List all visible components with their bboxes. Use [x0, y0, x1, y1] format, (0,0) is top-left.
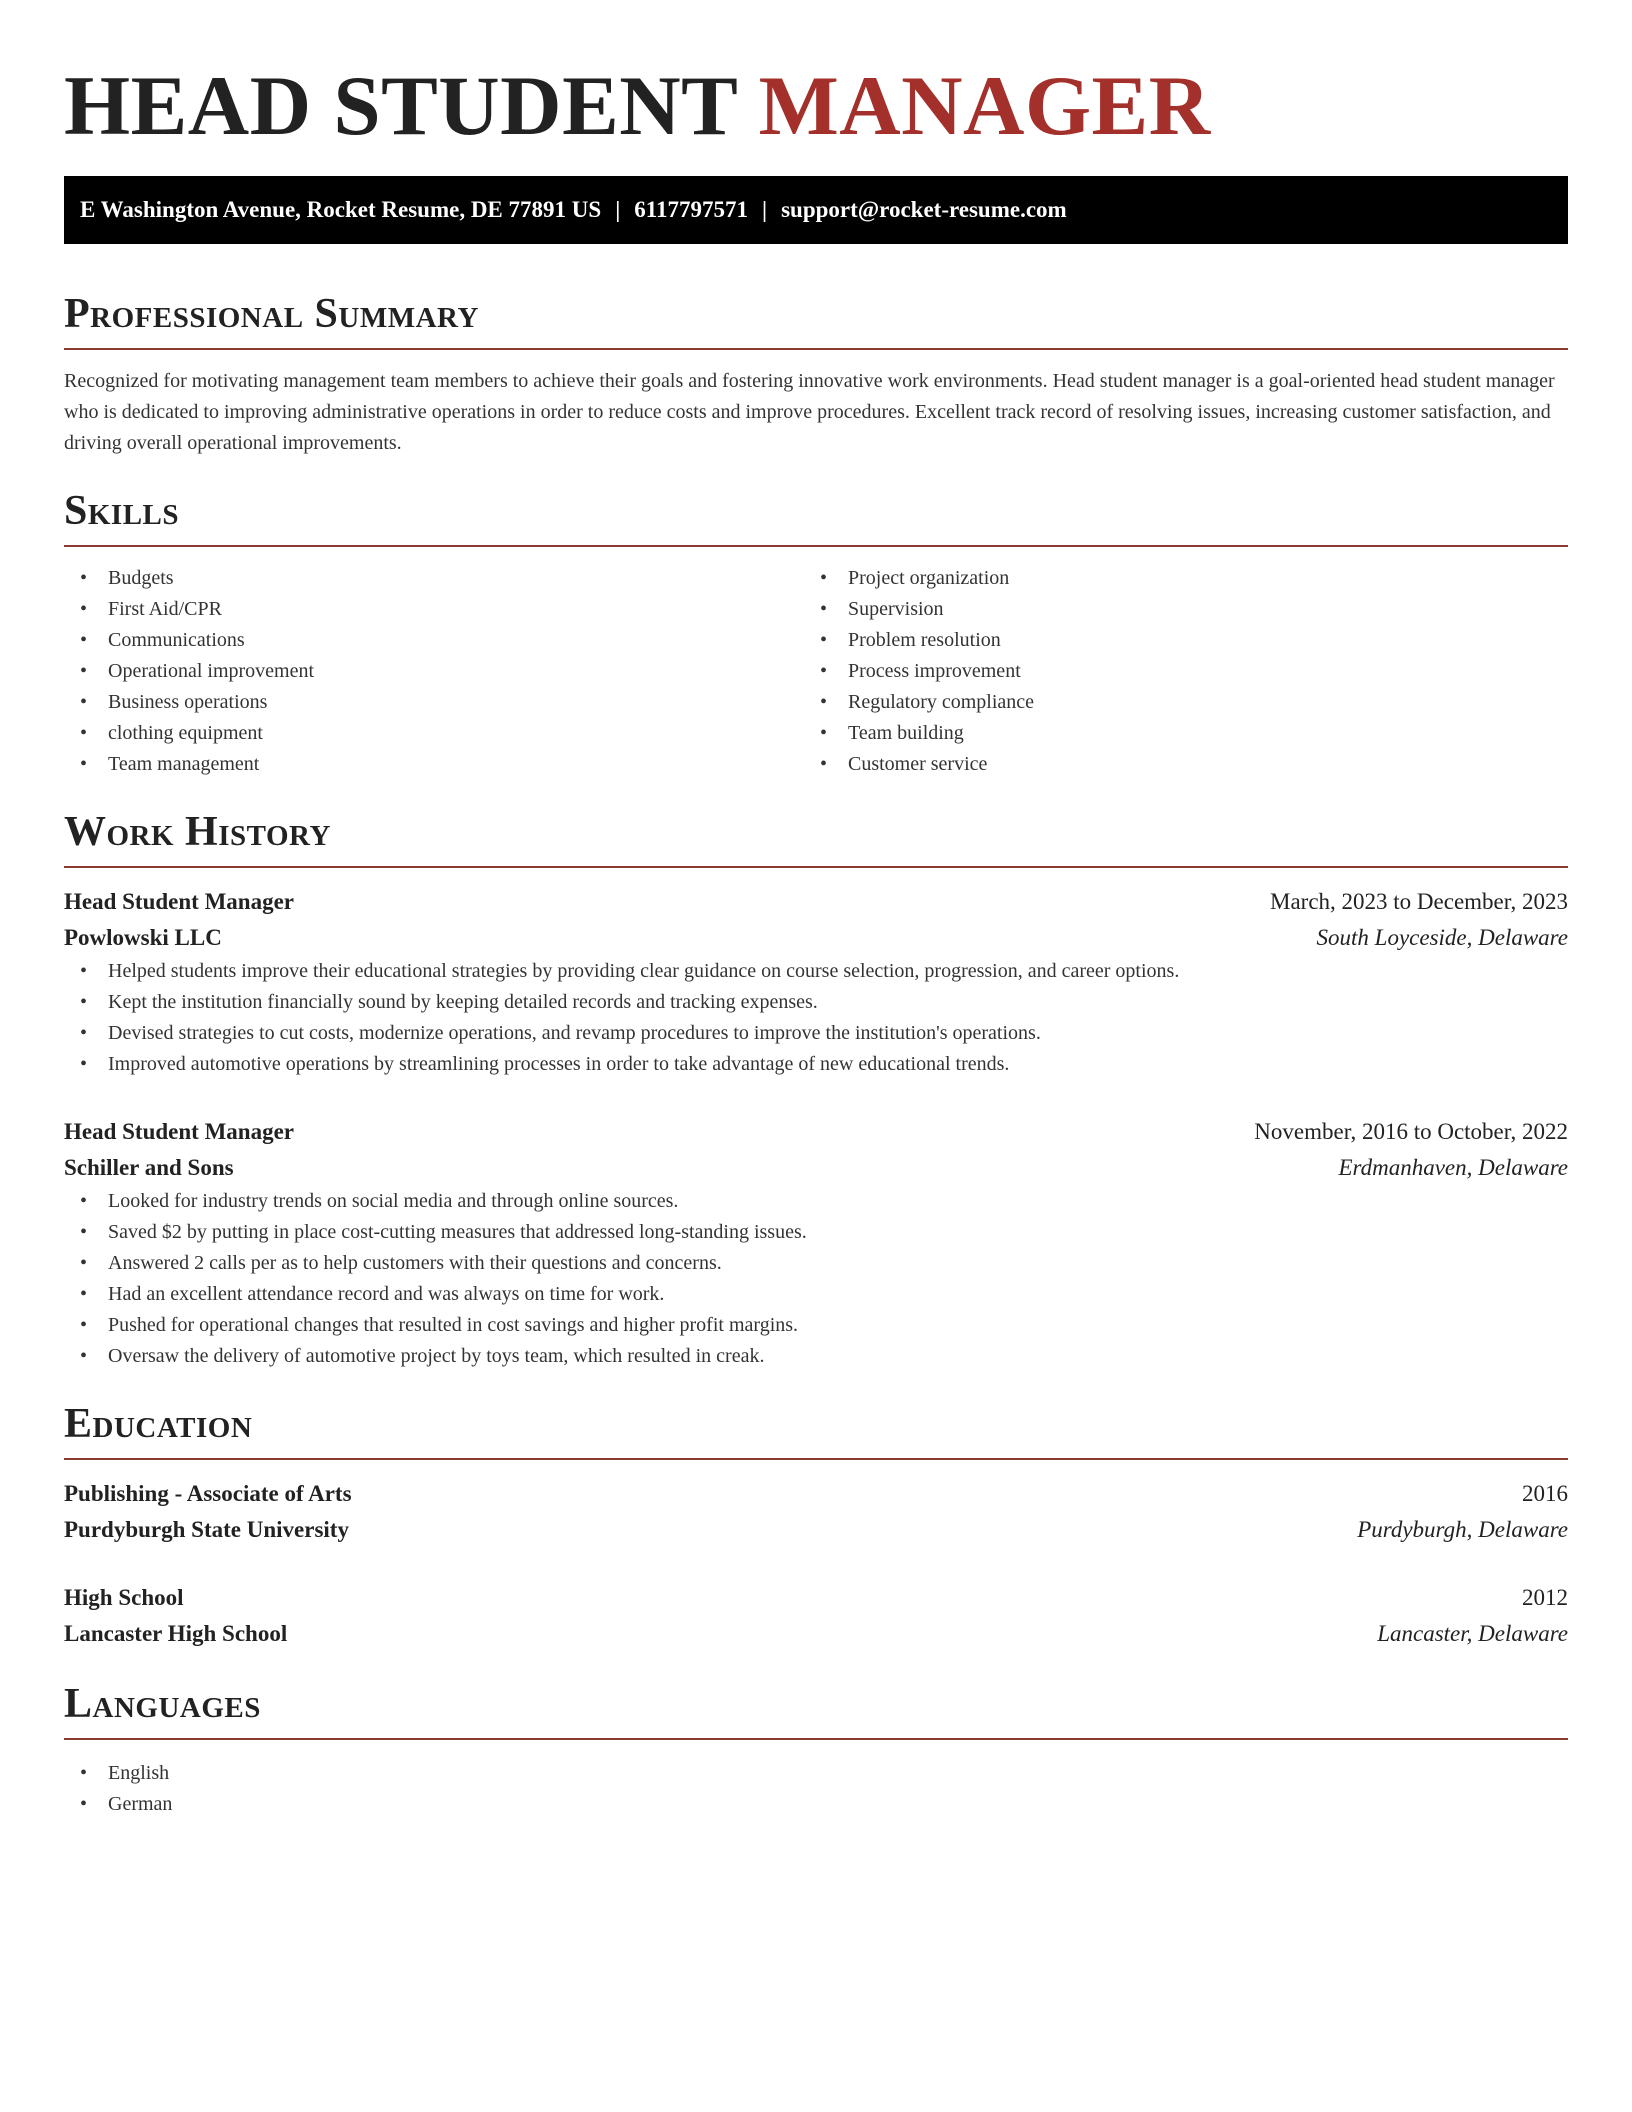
job-company-row [64, 1150, 1568, 1186]
skill-item: • Supervision [804, 594, 1544, 625]
skill-item: • Communications [64, 625, 804, 656]
job-bullet: • Had an excellent attendance record and was always on time for work. [64, 1279, 1568, 1310]
job-header-row [64, 884, 1568, 920]
language-item: • English [64, 1758, 1568, 1789]
contact-address: E Washington Avenue, Rocket Resume, DE 77891 US [80, 197, 602, 222]
contact-separator: | [762, 197, 768, 222]
education-entry [64, 1580, 1568, 1652]
skills-heading: Skills [64, 488, 180, 534]
skill-item: • clothing equipment [64, 718, 804, 749]
languages-section [64, 1678, 1568, 1820]
skill-item: • Process improvement [804, 656, 1544, 687]
summary-text: Recognized for motivating management team members to achieve their goals and fostering innovative work environments. Head student manager is a goal-oriented head student manager who is dedicated to improving administrative operations in order to reduce costs and improve procedures. Excellent track record of resolving issues, increasing customer satisfaction, and driving overall operational improvements. [64, 370, 1555, 454]
education-school-row [64, 1512, 1568, 1548]
contact-email[interactable]: support@rocket-resume.com [781, 197, 1067, 222]
education-degree: High School [64, 1585, 184, 1610]
skills-grid [64, 563, 1568, 780]
section-divider [64, 866, 1568, 868]
summary-section [64, 288, 1568, 459]
skill-item: • Regulatory compliance [804, 687, 1544, 718]
job-bullet: • Pushed for operational changes that resulted in cost savings and higher profit margins. [64, 1310, 1568, 1341]
skill-item: • Business operations [64, 687, 804, 718]
skill-item: • Problem resolution [804, 625, 1544, 656]
education-degree-row [64, 1476, 1568, 1512]
education-location: Lancaster, Delaware [1377, 1621, 1568, 1646]
education-year: 2016 [1522, 1481, 1568, 1506]
languages-list [64, 1758, 1568, 1820]
job-bullet: • Helped students improve their educational strategies by providing clear guidance on course selection, progression, and career options. [64, 956, 1568, 987]
job-position: Head Student Manager [64, 1119, 294, 1144]
skill-item: • First Aid/CPR [64, 594, 804, 625]
resume-title [64, 0, 1568, 156]
job-bullet: • Kept the institution financially sound by keeping detailed records and tracking expenses. [64, 987, 1568, 1018]
contact-separator: | [615, 197, 621, 222]
job-header-row [64, 1114, 1568, 1150]
section-divider [64, 1738, 1568, 1740]
work-history-heading: Work History [64, 809, 331, 855]
title-primary: HEAD STUDENT [64, 59, 737, 153]
section-divider [64, 545, 1568, 547]
education-year: 2012 [1522, 1585, 1568, 1610]
skills-list-right [804, 563, 1544, 780]
title-accent: MANAGER [758, 59, 1211, 153]
job-location: Erdmanhaven, Delaware [1338, 1155, 1568, 1180]
section-divider [64, 348, 1568, 350]
job-bullets [64, 956, 1568, 1080]
job-bullets [64, 1186, 1568, 1372]
work-history-section [64, 806, 1568, 1372]
job-company: Schiller and Sons [64, 1155, 234, 1180]
skills-list-left [64, 563, 804, 780]
education-school-row [64, 1616, 1568, 1652]
education-school: Purdyburgh State University [64, 1517, 349, 1542]
job-bullet: • Saved $2 by putting in place cost-cutting measures that addressed long-standing issues. [64, 1217, 1568, 1248]
section-divider [64, 1458, 1568, 1460]
job-bullet: • Looked for industry trends on social media and through online sources. [64, 1186, 1568, 1217]
education-entry [64, 1476, 1568, 1548]
languages-heading: Languages [64, 1681, 261, 1727]
job-location: South Loyceside, Delaware [1316, 925, 1568, 950]
skill-item: • Customer service [804, 749, 1544, 780]
education-degree: Publishing - Associate of Arts [64, 1481, 352, 1506]
skill-item: • Operational improvement [64, 656, 804, 687]
education-section [64, 1398, 1568, 1652]
skill-item: • Team management [64, 749, 804, 780]
job-company: Powlowski LLC [64, 925, 222, 950]
job-bullet: • Oversaw the delivery of automotive project by toys team, which resulted in creak. [64, 1341, 1568, 1372]
job-position: Head Student Manager [64, 889, 294, 914]
skill-item: • Budgets [64, 563, 804, 594]
education-school: Lancaster High School [64, 1621, 288, 1646]
skill-item: • Project organization [804, 563, 1544, 594]
job-entry [64, 1114, 1568, 1372]
contact-phone[interactable]: 6117797571 [634, 197, 748, 222]
job-entry [64, 884, 1568, 1080]
education-location: Purdyburgh, Delaware [1357, 1517, 1568, 1542]
education-degree-row [64, 1580, 1568, 1616]
language-item: • German [64, 1789, 1568, 1820]
skill-item: • Team building [804, 718, 1544, 749]
job-dates: November, 2016 to October, 2022 [1254, 1119, 1568, 1144]
job-company-row [64, 920, 1568, 956]
job-dates: March, 2023 to December, 2023 [1270, 889, 1568, 914]
job-bullet: • Improved automotive operations by streamlining processes in order to take advantage of new educational trends. [64, 1049, 1568, 1080]
contact-bar [64, 176, 1568, 244]
education-heading: Education [64, 1401, 253, 1447]
job-bullet: • Devised strategies to cut costs, modernize operations, and revamp procedures to improve the institution's operations. [64, 1018, 1568, 1049]
job-bullet: • Answered 2 calls per as to help customers with their questions and concerns. [64, 1248, 1568, 1279]
skills-section [64, 485, 1568, 780]
summary-heading: Professional Summary [64, 291, 479, 337]
